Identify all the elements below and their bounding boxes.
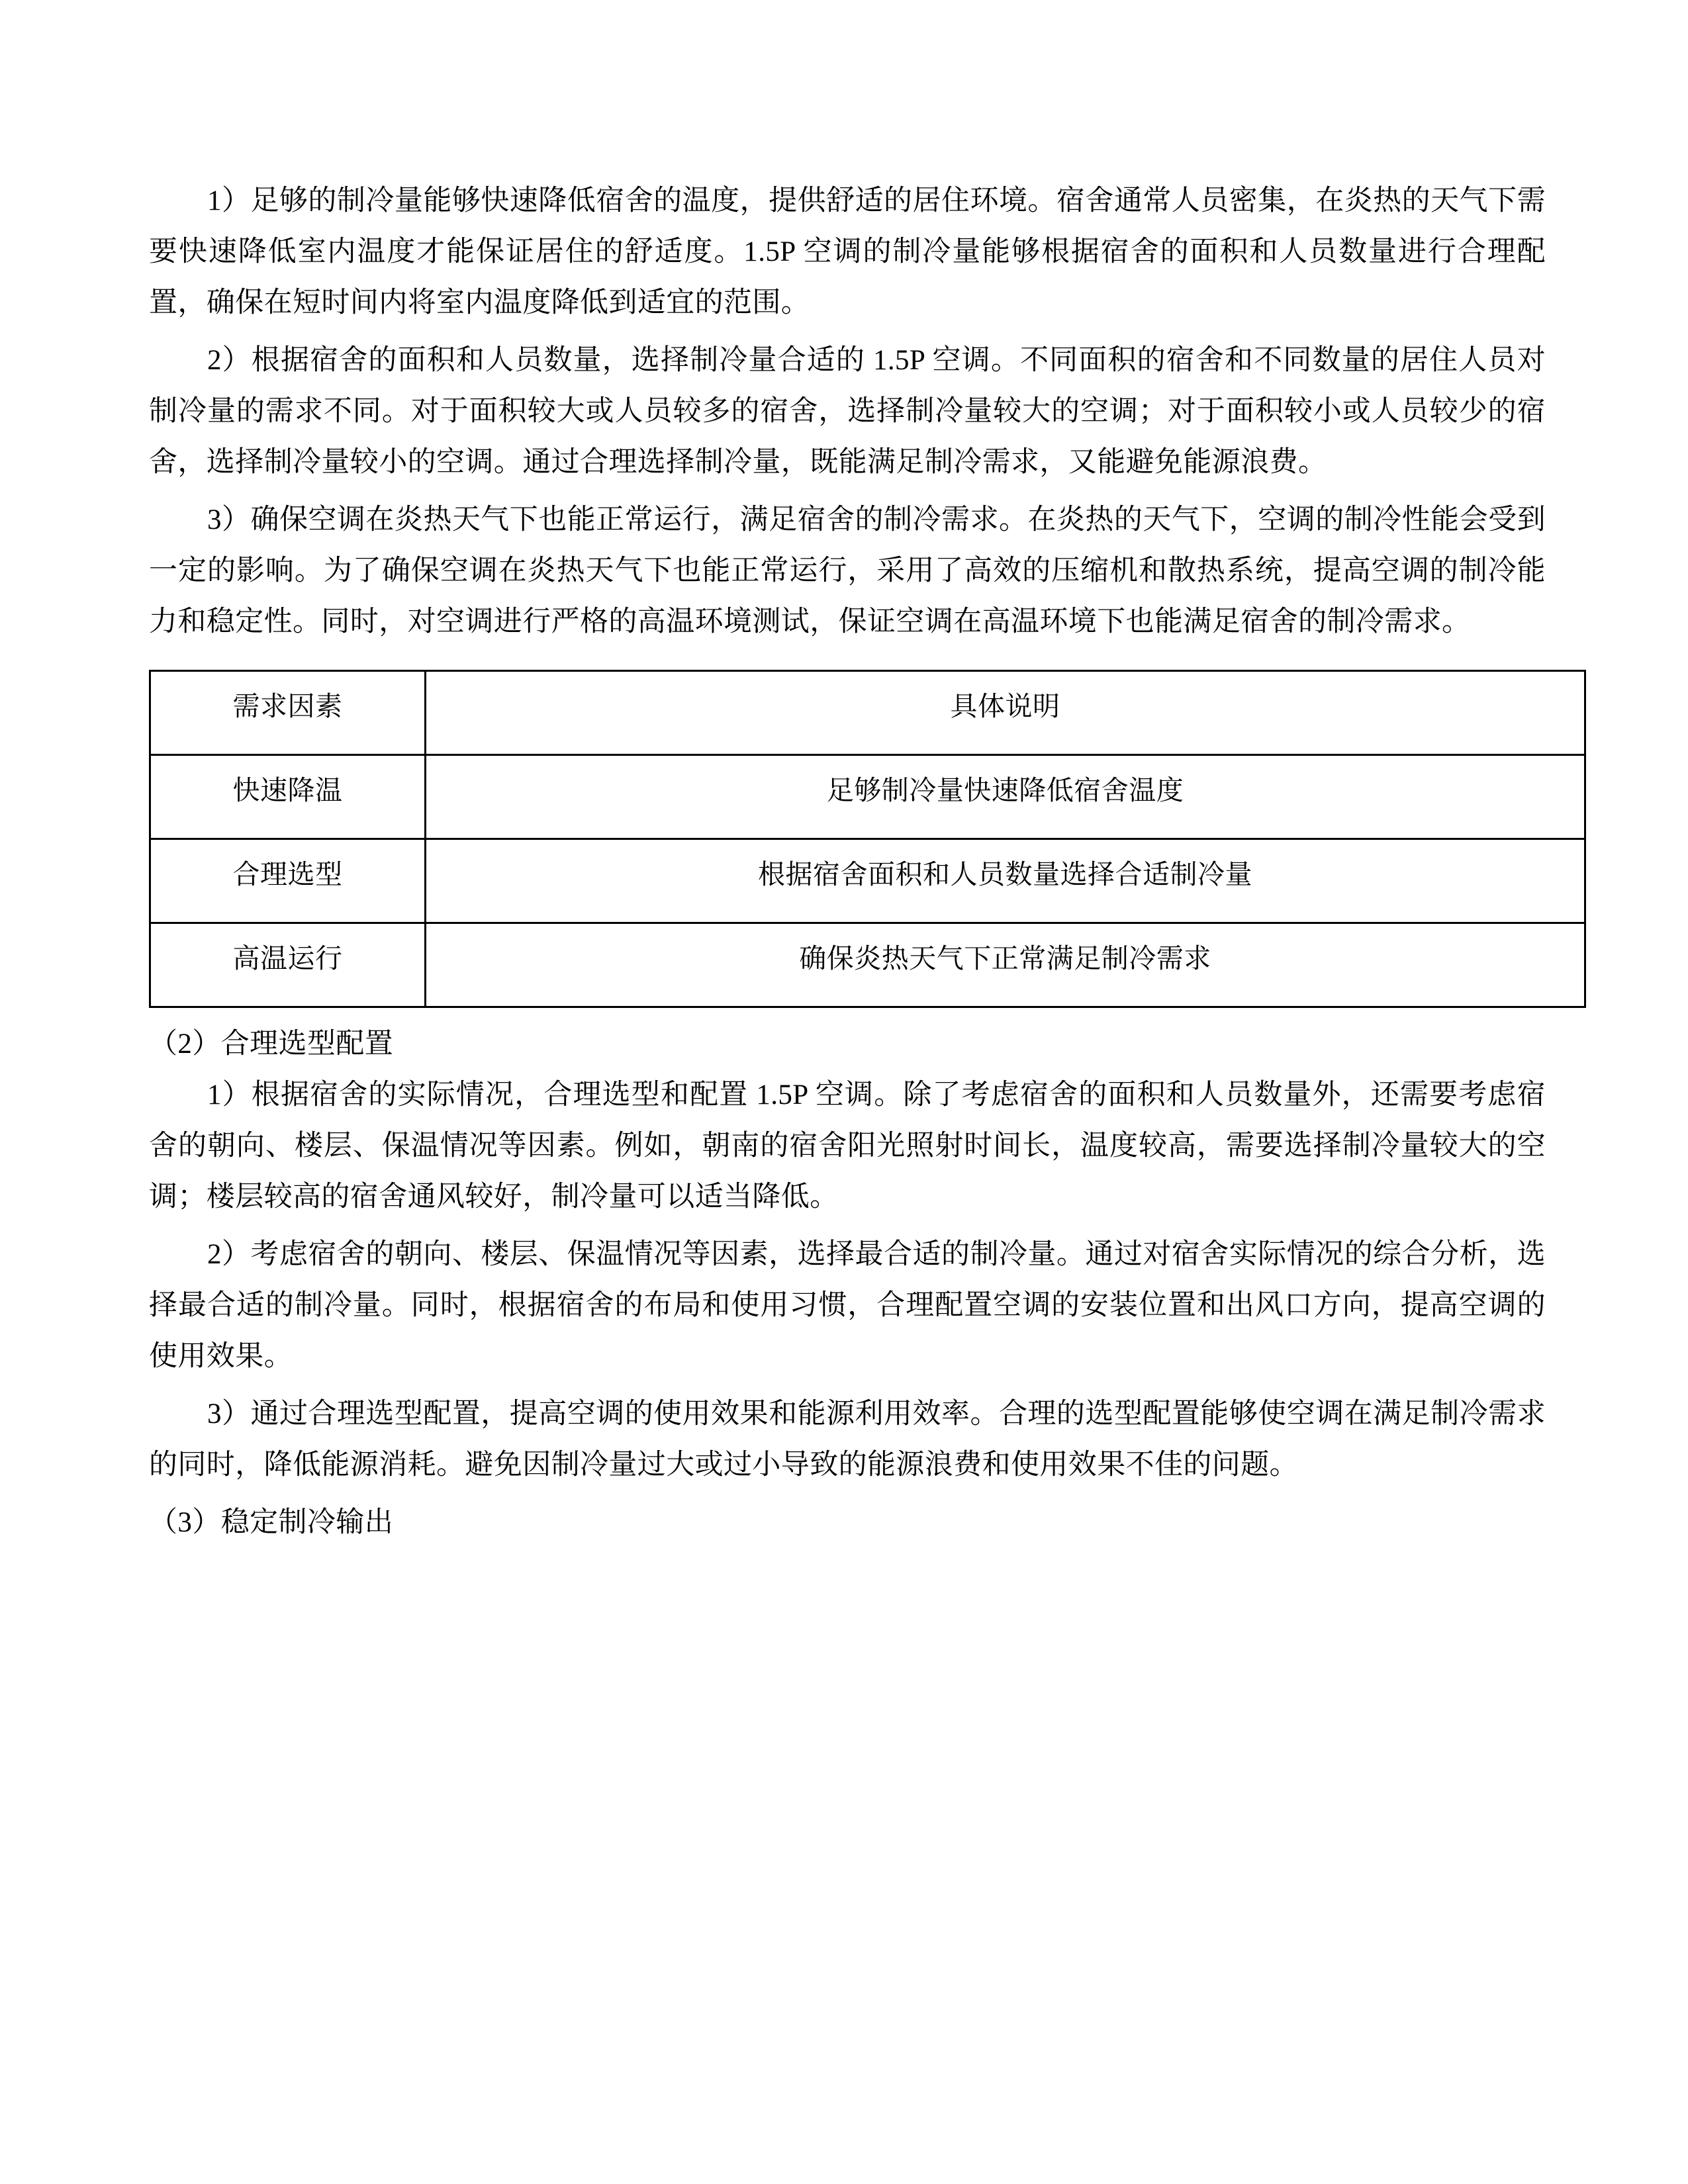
section-heading-3: （3）稳定制冷输出 — [149, 1507, 394, 1538]
section-2-paragraph-2: 2）考虑宿舍的朝向、楼层、保温情况等因素，选择最合适的制冷量。通过对宿舍实际情况的综合分析，选择最合适的制冷量。同时，根据宿舍的布局和使用习惯，合理配置空调的安装位置和出风口方向，提高空调的使用效果。 — [149, 1239, 1546, 1372]
table-row — [150, 839, 1585, 923]
table-header-row — [150, 671, 1585, 755]
demand-factor-table — [149, 670, 1586, 1008]
table-cell-description: 确保炎热天气下正常满足制冷需求 — [426, 923, 1585, 1007]
paragraph-1: 1）足够的制冷量能够快速降低宿舍的温度，提供舒适的居住环境。宿舍通常人员密集，在炎热的天气下需要快速降低室内温度才能保证居住的舒适度。1.5P 空调的制冷量能够根据宿舍的面积和人员数量进行合理配置，确保在短时间内将室内温度降低到适宜的范围。 — [149, 185, 1546, 318]
spacer-before-section-3 — [149, 1490, 1546, 1497]
section-heading-2: （2）合理选型配置 — [149, 1028, 394, 1060]
table-cell-factor: 合理选型 — [150, 839, 426, 923]
table-row — [150, 923, 1585, 1007]
table-row — [150, 755, 1585, 839]
table-cell-factor: 快速降温 — [150, 755, 426, 839]
table-cell-description: 足够制冷量快速降低宿舍温度 — [426, 755, 1585, 839]
section-2-paragraph-1: 1）根据宿舍的实际情况，合理选型和配置 1.5P 空调。除了考虑宿舍的面积和人员数量外，还需要考虑宿舍的朝向、楼层、保温情况等因素。例如，朝南的宿舍阳光照射时间长，温度较高，需要选择制冷量较大的空调；楼层较高的宿舍通风较好，制冷量可以适当降低。 — [149, 1079, 1546, 1212]
table-cell-description: 根据宿舍面积和人员数量选择合适制冷量 — [426, 839, 1585, 923]
document-body — [149, 175, 1546, 1548]
spacer-after-table — [149, 1008, 1546, 1019]
table-cell-factor: 高温运行 — [150, 923, 426, 1007]
table-header-description: 具体说明 — [426, 671, 1585, 755]
section-2-paragraph-3: 3）通过合理选型配置，提高空调的使用效果和能源利用效率。合理的选型配置能够使空调在满足制冷需求的同时，降低能源消耗。避免因制冷量过大或过小导致的能源浪费和使用效果不佳的问题。 — [149, 1398, 1546, 1480]
paragraph-2: 2）根据宿舍的面积和人员数量，选择制冷量合适的 1.5P 空调。不同面积的宿舍和不同数量的居住人员对制冷量的需求不同。对于面积较大或人员较多的宿舍，选择制冷量较大的空调；对于面积较小或人员较少的宿舍，选择制冷量较小的空调。通过合理选择制冷量，既能满足制冷需求，又能避免能源浪费。 — [149, 345, 1546, 478]
table-header-factor: 需求因素 — [150, 671, 426, 755]
spacer-before-table — [149, 647, 1546, 670]
paragraph-3: 3）确保空调在炎热天气下也能正常运行，满足宿舍的制冷需求。在炎热的天气下，空调的制冷性能会受到一定的影响。为了确保空调在炎热天气下也能正常运行，采用了高效的压缩机和散热系统，提高空调的制冷能力和稳定性。同时，对空调进行严格的高温环境测试，保证空调在高温环境下也能满足宿舍的制冷需求。 — [149, 504, 1546, 637]
